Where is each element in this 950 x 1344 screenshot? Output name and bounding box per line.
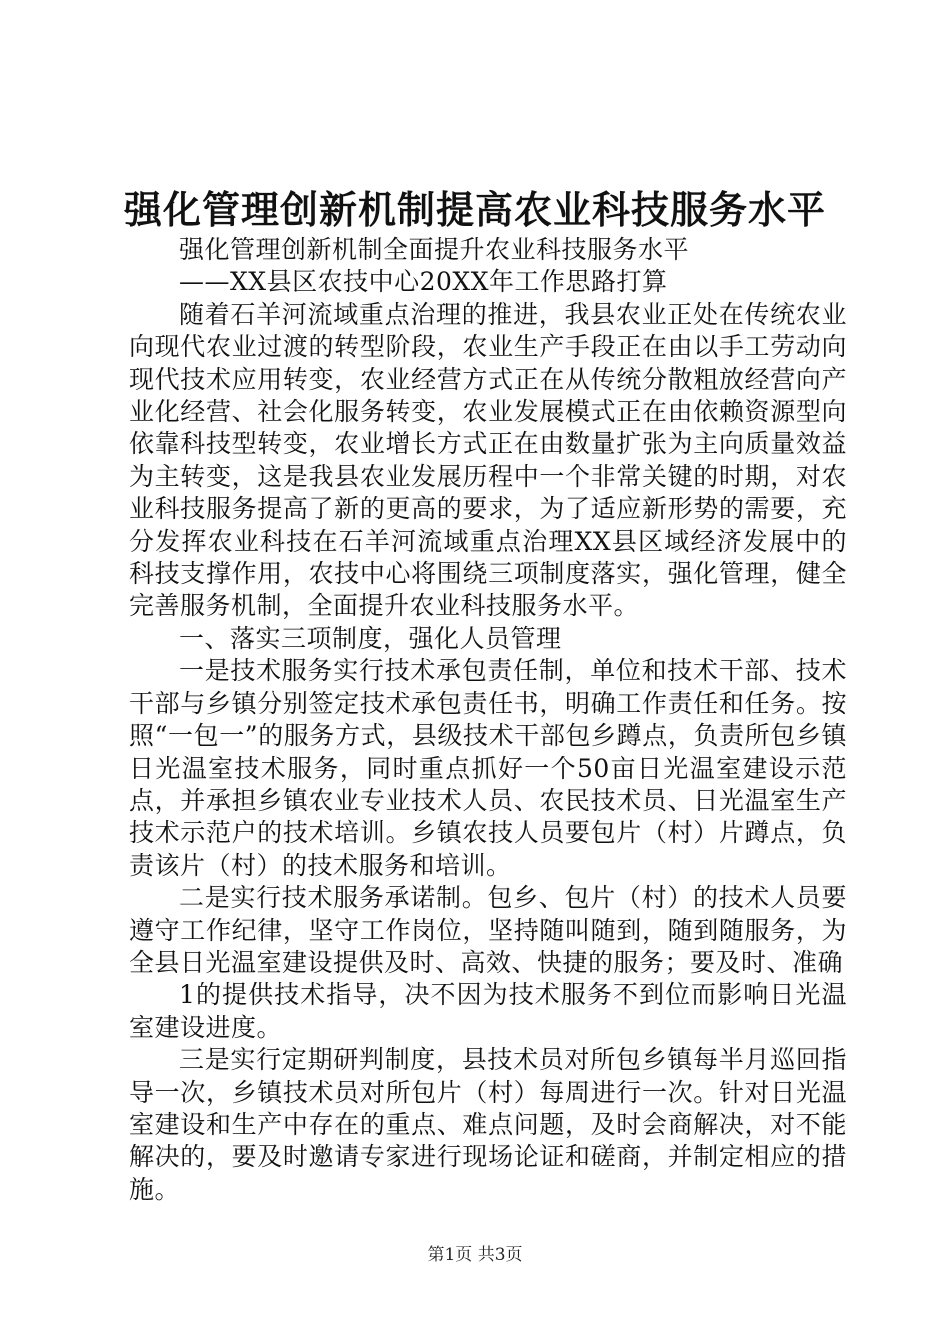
document-body [129,234,847,1206]
paragraph-intro: 随着石羊河流域重点治理的推进，我县农业正处在传统农业向现代农业过渡的转型阶段，农业生产手段正在由以手工劳动向现代技术应用转变，农业经营方式正在从传统分散粗放经营向产业化经营、社会化服务转变，农业发展模式正在由依赖资源型向依靠科技型转变，农业增长方式正在由数量扩张为主向质量效益为主转变，这是我县农业发展历程中一个非常关键的时期，对农业科技服务提高了新的更高的要求，为了适应新形势的需要，充分发挥农业科技在石羊河流域重点治理XX县区域经济发展中的科技支撑作用，农技中心将围绕三项制度落实，强化管理，健全完善服务机制，全面提升农业科技服务水平。 [129,299,847,621]
page-number-footer: 第1页 共3页 [427,1245,523,1265]
paragraph-item-2: 二是实行技术服务承诺制。包乡、包片（村）的技术人员要遵守工作纪律，坚守工作岗位，坚持随叫随到，随到随服务，为全县日光温室建设提供及时、高效、快捷的服务；要及时、准确 [129,883,847,977]
subtitle: 强化管理创新机制全面提升农业科技服务水平 [179,235,690,264]
paragraph-item-1: 一是技术服务实行技术承包责任制，单位和技术干部、技术干部与乡镇分别签定技术承包责任书，明确工作责任和任务。按照“一包一”的服务方式，县级技术干部包乡蹲点，负责所包乡镇日光温室技术服务，同时重点抓好一个50亩日光温室建设示范点，并承担乡镇农业专业技术人员、农民技术员、日光温室生产技术示范户的技术培训。乡镇农技人员要包片（村）片蹲点，负责该片（村）的技术服务和培训。 [129,656,847,880]
paragraph-item-2-continued: 1的提供技术指导，决不因为技术服务不到位而影响日光温室建设进度。 [129,980,847,1042]
section-heading-1: 一、落实三项制度，强化人员管理 [179,623,562,653]
paragraph-item-3: 三是实行定期研判制度，县技术员对所包乡镇每半月巡回指导一次，乡镇技术员对所包片（村）每周进行一次。针对日光温室建设和生产中存在的重点、难点问题，及时会商解决，对不能解决的，要及时邀请专家进行现场论证和磋商，并制定相应的措施。 [129,1045,847,1204]
document-title: 强化管理创新机制提高农业科技服务水平 [123,187,826,232]
subtitle-2: ——XX县区农技中心20XX年工作思路打算 [179,267,668,297]
